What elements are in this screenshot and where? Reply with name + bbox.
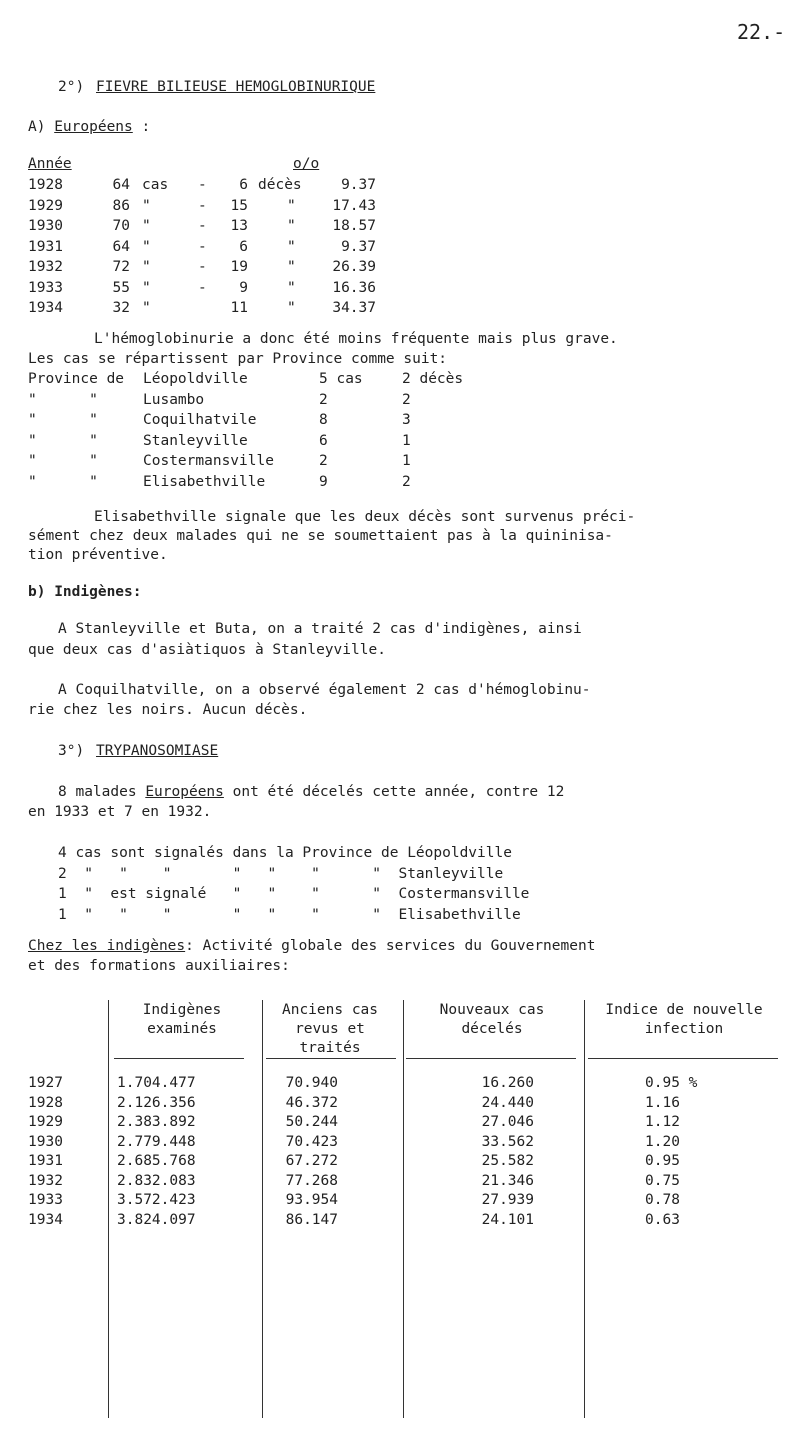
fever-year: 1929: [28, 197, 63, 214]
para-elisabethville-3: tion préventive.: [28, 547, 168, 563]
table-header-col2: revus et: [295, 1021, 365, 1037]
table-examines: 3.572.423: [117, 1192, 196, 1208]
fever-pct: 26.39: [332, 259, 376, 275]
table-nouveaux: 24.101: [481, 1211, 534, 1228]
province-prefix: " ": [28, 453, 98, 469]
table-nouveaux: 33.562: [481, 1133, 534, 1150]
trypano-case-line: 1 " " " " " " " Elisabethville: [58, 906, 521, 923]
fever-dash: -: [198, 259, 207, 275]
table-anciens: 46.372: [285, 1094, 338, 1111]
province-deces: 2 décès: [402, 371, 464, 387]
table-anciens: 86.147: [285, 1211, 338, 1228]
province-prefix: " ": [28, 412, 98, 428]
fever-deces: 19: [230, 259, 248, 275]
table-nouveaux: 25.582: [481, 1153, 534, 1169]
table-anciens: 50.244: [285, 1114, 338, 1130]
table-year: 1932: [28, 1172, 63, 1189]
table-anciens: 93.954: [285, 1192, 338, 1208]
province-deces: 3: [402, 412, 411, 428]
para-coquilhatville-1: A Coquilhatville, on a observé également 2 cas d'hémoglobinu-: [58, 682, 591, 698]
province-deces: 2: [402, 391, 411, 408]
table-examines: 2.685.768: [117, 1153, 196, 1169]
fever-cas-word: ": [142, 218, 151, 234]
year-header: Année: [28, 156, 72, 172]
table-header-rule: [114, 1058, 244, 1059]
table-year: 1930: [28, 1133, 63, 1150]
trypano-case-line: 1 " est signalé " " " " Costermansville: [58, 886, 530, 902]
fever-dash: -: [198, 238, 207, 255]
section-3-number: 3°): [58, 743, 85, 759]
section-3-title: TRYPANOSOMIASE: [96, 743, 219, 759]
fever-pct: 9.37: [341, 177, 376, 193]
province-name: Stanleyville: [143, 432, 248, 449]
table-year: 1929: [28, 1114, 63, 1130]
section-2-number: 2°): [58, 79, 85, 95]
fever-year: 1928: [28, 177, 63, 193]
fever-cas: 55: [112, 279, 130, 296]
table-header-col2: traités: [299, 1040, 361, 1056]
table-indice: 0.95: [645, 1153, 680, 1169]
fever-dash: -: [198, 218, 207, 234]
fever-cas-word: ": [142, 259, 151, 275]
table-year: 1931: [28, 1153, 63, 1169]
table-header-col2: Anciens cas: [281, 1002, 379, 1018]
table-nouveaux: 21.346: [481, 1172, 534, 1189]
table-anciens: 77.268: [285, 1172, 338, 1189]
province-name: Lusambo: [143, 391, 205, 408]
table-divider: [262, 1000, 263, 1418]
fever-deces: 9: [239, 279, 248, 296]
fever-cas: 64: [112, 177, 130, 193]
fever-deces: 15: [230, 197, 248, 214]
table-indice: 0.63: [645, 1211, 680, 1228]
table-anciens: 70.940: [285, 1075, 338, 1091]
trypano-case-line: 4 cas sont signalés dans la Province de Léopoldville: [58, 845, 512, 861]
province-cas: 5 cas: [319, 371, 363, 387]
table-nouveaux: 27.046: [481, 1114, 534, 1130]
table-indice: 1.16: [645, 1094, 680, 1111]
fever-cas-word: cas: [142, 177, 169, 193]
province-name: Léopoldville: [143, 371, 248, 387]
province-prefix: " ": [28, 391, 98, 408]
fever-cas-word: ": [142, 197, 151, 214]
fever-deces: 13: [230, 218, 248, 234]
table-examines: 1.704.477: [117, 1075, 196, 1091]
fever-deces: 6: [239, 238, 248, 255]
para-elisabethville-1: Elisabethville signale que les deux décès sont survenus préci-: [94, 509, 636, 525]
page-number: 22.-: [737, 20, 786, 44]
table-divider: [584, 1000, 585, 1418]
fever-pct: 17.43: [332, 197, 376, 214]
subsection-b-title: b) Indigènes:: [28, 584, 142, 600]
fever-deces-word: ": [287, 197, 296, 214]
europeens-label: Européens: [54, 119, 133, 135]
table-indice: 0.75: [645, 1172, 680, 1189]
para-trypano-1: 8 malades Européens ont été décelés cette année, contre 12: [58, 784, 565, 800]
fever-deces-word: ": [287, 259, 296, 275]
pct-header: o/o: [293, 156, 320, 172]
table-indice: 1.20: [645, 1133, 680, 1150]
trypano-case-line: 2 " " " " " " " Stanleyville: [58, 865, 504, 882]
table-header-rule: [406, 1058, 576, 1059]
table-examines: 3.824.097: [117, 1211, 196, 1228]
table-indice: 1.12: [645, 1114, 680, 1130]
table-examines: 2.383.892: [117, 1114, 196, 1130]
province-prefix: Province de: [28, 371, 125, 387]
table-indice: 0.78: [645, 1192, 680, 1208]
fever-deces-word: décès: [258, 177, 302, 193]
fever-deces-word: ": [287, 238, 296, 255]
para-stanleyville-1: A Stanleyville et Buta, on a traité 2 cas d'indigènes, ainsi: [58, 621, 582, 637]
table-header-rule: [588, 1058, 778, 1059]
fever-year: 1933: [28, 279, 63, 296]
subsection-a-title: A) Européens :: [28, 119, 151, 135]
table-indice: 0.95 %: [645, 1075, 698, 1091]
fever-year: 1930: [28, 218, 63, 234]
table-nouveaux: 24.440: [481, 1094, 534, 1111]
province-name: Costermansville: [143, 453, 274, 469]
fever-pct: 16.36: [332, 279, 376, 296]
fever-deces-word: ": [287, 218, 296, 234]
fever-pct: 34.37: [332, 300, 376, 316]
para-hemoglobinurie: L'hémoglobinurie a donc été moins fréquente mais plus grave.: [94, 331, 618, 347]
table-nouveaux: 16.260: [481, 1075, 534, 1091]
para-stanleyville-2: que deux cas d'asiàtiquos à Stanleyville.: [28, 642, 386, 658]
fever-pct: 18.57: [332, 218, 376, 234]
table-year: 1928: [28, 1094, 63, 1111]
province-prefix: " ": [28, 473, 98, 490]
para-repartition: Les cas se répartissent par Province comme suit:: [28, 351, 448, 367]
fever-deces: 6: [239, 177, 248, 193]
fever-year: 1932: [28, 259, 63, 275]
indigenes-heading: Chez les indigènes: Activité globale des services du Gouvernement: [28, 938, 596, 954]
fever-deces-word: ": [287, 300, 296, 316]
province-deces: 1: [402, 432, 411, 449]
table-header-rule: [266, 1058, 396, 1059]
table-year: 1927: [28, 1075, 63, 1091]
fever-cas-word: ": [142, 238, 151, 255]
fever-deces: 11: [230, 300, 248, 316]
fever-cas-word: ": [142, 300, 151, 316]
para-elisabethville-2: sément chez deux malades qui ne se soumettaient pas à la quininisa-: [28, 528, 613, 544]
table-header-col1: examinés: [147, 1021, 217, 1037]
para-trypano-2: en 1933 et 7 en 1932.: [28, 804, 212, 820]
fever-cas: 64: [112, 238, 130, 255]
table-nouveaux: 27.939: [481, 1192, 534, 1208]
province-cas: 2: [319, 391, 328, 408]
fever-dash: -: [198, 279, 207, 296]
fever-cas-word: ": [142, 279, 151, 296]
table-examines: 2.832.083: [117, 1172, 196, 1189]
province-prefix: " ": [28, 432, 98, 449]
province-cas: 8: [319, 412, 328, 428]
table-year: 1933: [28, 1192, 63, 1208]
fever-dash: -: [198, 197, 207, 214]
province-cas: 6: [319, 432, 328, 449]
section-2-title: FIEVRE BILIEUSE HEMOGLOBINURIQUE: [96, 79, 376, 95]
fever-year: 1931: [28, 238, 63, 255]
province-cas: 2: [319, 453, 328, 469]
fever-cas: 72: [112, 259, 130, 275]
province-name: Elisabethville: [143, 473, 266, 490]
indigenes-heading-2: et des formations auxiliaires:: [28, 958, 290, 974]
table-divider: [108, 1000, 109, 1418]
fever-dash: -: [198, 177, 207, 193]
table-header-col1: Indigènes: [142, 1002, 222, 1018]
fever-year: 1934: [28, 300, 63, 316]
table-header-col4: infection: [644, 1021, 724, 1037]
table-anciens: 70.423: [285, 1133, 338, 1150]
fever-deces-word: ": [287, 279, 296, 296]
province-deces: 1: [402, 453, 411, 469]
table-header-col3: décelés: [461, 1021, 523, 1037]
para-coquilhatville-2: rie chez les noirs. Aucun décès.: [28, 702, 308, 718]
fever-cas: 32: [112, 300, 130, 316]
table-header-col3: Nouveaux cas: [439, 1002, 545, 1018]
fever-cas: 86: [112, 197, 130, 214]
province-deces: 2: [402, 473, 411, 490]
province-cas: 9: [319, 473, 328, 490]
table-divider: [403, 1000, 404, 1418]
province-name: Coquilhatvile: [143, 412, 257, 428]
fever-pct: 9.37: [341, 238, 376, 255]
table-examines: 2.779.448: [117, 1133, 196, 1150]
table-anciens: 67.272: [285, 1153, 338, 1169]
fever-cas: 70: [112, 218, 130, 234]
table-header-col4: Indice de nouvelle: [605, 1002, 763, 1018]
table-year: 1934: [28, 1211, 63, 1228]
table-examines: 2.126.356: [117, 1094, 196, 1111]
